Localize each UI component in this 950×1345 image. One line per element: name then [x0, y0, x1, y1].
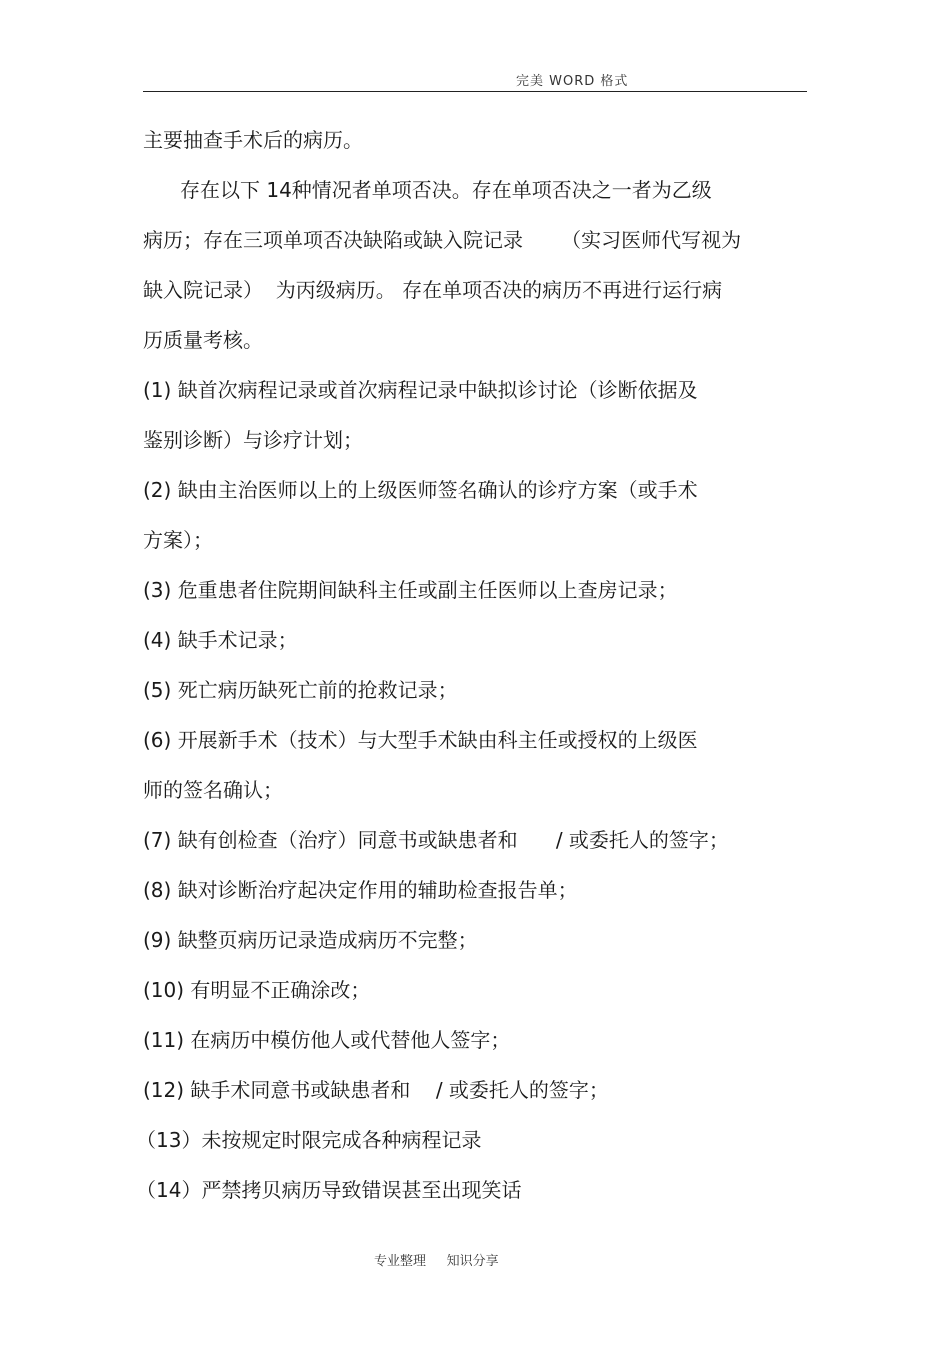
- list-item: (8) 缺对诊断治疗起决定作用的辅助检查报告单；: [143, 878, 578, 902]
- list-item: (12) 缺手术同意书或缺患者和 / 或委托人的签字；: [143, 1078, 609, 1102]
- list-item: (3) 危重患者住院期间缺科主任或副主任医师以上查房记录；: [143, 578, 678, 602]
- list-item: (2) 缺由主治医师以上的上级医师签名确认的诊疗方案（或手术: [143, 478, 698, 502]
- list-item: （14）严禁拷贝病历导致错误甚至出现笑话: [136, 1178, 522, 1202]
- page-footer: 专业整理 知识分享: [374, 1254, 499, 1269]
- list-item: (1) 缺首次病程记录或首次病程记录中缺拟诊讨论（诊断依据及: [143, 378, 698, 402]
- list-item: (9) 缺整页病历记录造成病历不完整；: [143, 928, 478, 952]
- body-line: 主要抽查手术后的病历。: [143, 128, 363, 152]
- list-item: (10) 有明显不正确涂改；: [143, 978, 371, 1002]
- list-item: (4) 缺手术记录；: [143, 628, 298, 652]
- body-line: 缺入院记录） 为丙级病历。 存在单项否决的病历不再进行运行病: [143, 278, 723, 302]
- list-item-continued: 方案）；: [143, 528, 213, 552]
- body-line: 历质量考核。: [143, 328, 263, 352]
- list-item: (11) 在病历中模仿他人或代替他人签字；: [143, 1028, 511, 1052]
- header-title: 完美 WORD 格式: [516, 74, 629, 89]
- body-line: 病历；存在三项单项否决缺陷或缺入院记录 （实习医师代写视为: [143, 228, 742, 252]
- list-item-continued: 师的签名确认；: [143, 778, 283, 802]
- list-item: (7) 缺有创检查（治疗）同意书或缺患者和 / 或委托人的签字；: [143, 828, 729, 852]
- list-item-continued: 鉴别诊断）与诊疗计划；: [143, 428, 363, 452]
- list-item: (6) 开展新手术（技术）与大型手术缺由科主任或授权的上级医: [143, 728, 698, 752]
- header-divider: [143, 91, 807, 92]
- list-item: (5) 死亡病历缺死亡前的抢救记录；: [143, 678, 458, 702]
- body-line: 存在以下 14种情况者单项否决。存在单项否决之一者为乙级: [180, 178, 712, 202]
- list-item: （13）未按规定时限完成各种病程记录: [136, 1128, 482, 1152]
